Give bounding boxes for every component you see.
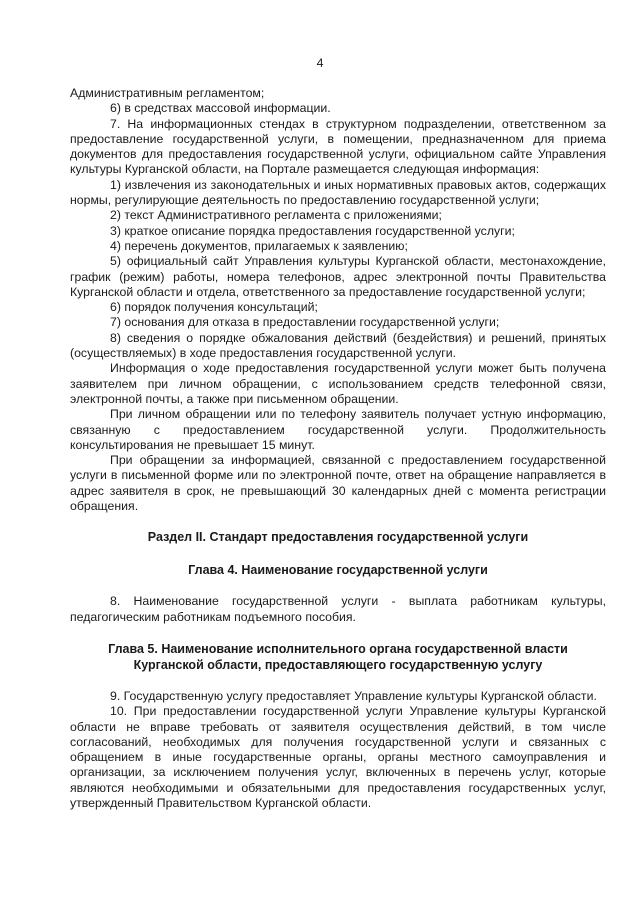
paragraph: 10. При предоставлении государственной услуги Управление культуры Курганской области не вправе требовать от заявителя осуществления действий, в том числе согласований, необходимых для получения государственной услуги и связанных с обращением в иные государственные органы, органы местного самоуправления и организации, за исключением получения услуг, включенных в перечень услуг, которые являются необходимыми и обязательными для предоставления государственных услуг, утвержденный Правительством Курганской области. (70, 704, 606, 810)
list-item: 5) официальный сайт Управления культуры Курганской области, местонахождение, график (режим) работы, номера телефонов, адрес электронной почты Правительства Курганской области и отдела, ответственного за предоставление государственной услуги; (70, 254, 606, 299)
chapter-title-line: Курганской области, предоставляющего государственную услугу (133, 657, 543, 672)
chapter-title-line: Глава 5. Наименование исполнительного органа государственной власти (108, 641, 568, 656)
paragraph: 8. Наименование государственной услуги - выплата работникам культуры, педагогическим работникам подъемного пособия. (70, 594, 606, 624)
chapter-title: Глава 4. Наименование государственной услуги (188, 563, 488, 578)
paragraph: Информация о ходе предоставления государственной услуги может быть получена заявителем при личном обращении, с использованием средств телефонной связи, электронной почты, а также при письменном обращении. (70, 361, 606, 406)
list-item: 1) извлечения из законодательных и иных нормативных правовых актов, содержащих нормы, регулирующие деятельность по предоставлению государственной услуги; (70, 177, 606, 208)
document-body (70, 86, 606, 811)
page-number: 4 (316, 56, 324, 70)
list-item: 6) порядок получения консультаций; (110, 300, 318, 315)
list-item: 3) краткое описание порядка предоставления государственной услуги; (110, 223, 515, 238)
list-item: 2) текст Административного регламента с приложениями; (110, 208, 442, 223)
list-item: 7) основания для отказа в предоставлении государственной услуги; (110, 315, 500, 330)
list-item: 6) в средствах массовой информации. (110, 101, 331, 116)
list-item: 8) сведения о порядке обжалования действий (бездействия) и решений, принятых (осуществляемых) в ходе предоставления государственной услуги. (70, 330, 606, 361)
paragraph: При обращении за информацией, связанной с предоставлением государственной услуги в письменной форме или по электронной почте, ответ на обращение направляется в адрес заявителя в срок, не превышающий 30 календарных дней с момента регистрации обращения. (70, 453, 606, 514)
paragraph: При личном обращении или по телефону заявитель получает устную информацию, связанную с предоставлением государственной услуги. Продолжительность консультирования не превышает 15 минут. (70, 407, 606, 452)
list-item: 4) перечень документов, прилагаемых к заявлению; (110, 238, 408, 253)
paragraph: Административным регламентом; (70, 86, 265, 100)
paragraph: 7. На информационных стендах в структурном подразделении, ответственном за предоставление государственной услуги, в помещении, предназначенном для приема документов для предоставления государственной услуги, официальном сайте Управления культуры Курганской области, на Портале размещается следующая информация: (70, 116, 606, 177)
paragraph: 9. Государственную услугу предоставляет Управление культуры Курганской области. (110, 688, 597, 703)
section-title: Раздел II. Стандарт предоставления государственной услуги (147, 530, 529, 545)
